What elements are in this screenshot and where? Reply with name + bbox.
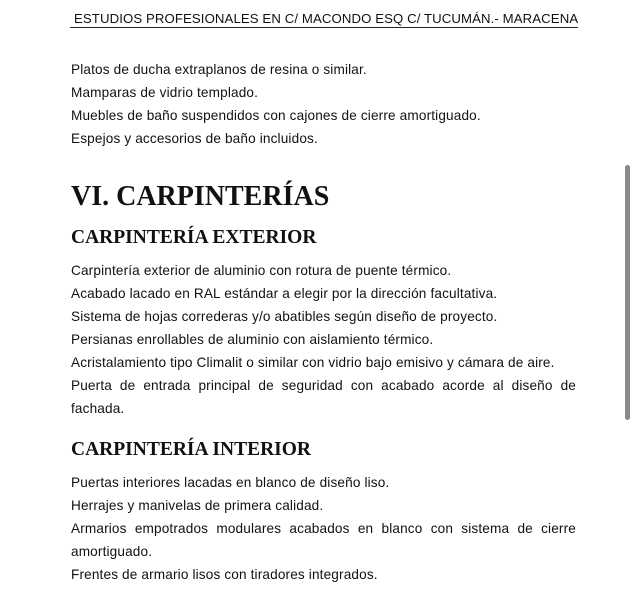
exterior-line-3: Sistema de hojas correderas y/o abatibles según diseño de proyecto. bbox=[71, 309, 498, 324]
interior-line-4: Frentes de armario lisos con tiradores integrados. bbox=[71, 567, 378, 582]
interior-line-2: Herrajes y manivelas de primera calidad. bbox=[71, 498, 324, 513]
interior-line-1: Puertas interiores lacadas en blanco de diseño liso. bbox=[71, 475, 390, 490]
exterior-heading: CARPINTERÍA EXTERIOR bbox=[71, 227, 317, 248]
exterior-line-4: Persianas enrollables de aluminio con aislamiento térmico. bbox=[71, 332, 434, 347]
exterior-door-paragraph: Puerta de entrada principal de seguridad con acabado acorde al diseño de fachada. bbox=[71, 378, 576, 416]
intro-line-4: Espejos y accesorios de baño incluidos. bbox=[71, 131, 318, 146]
vertical-scrollbar[interactable] bbox=[625, 165, 630, 420]
intro-line-1: Platos de ducha extraplanos de resina o similar. bbox=[71, 62, 367, 77]
interior-heading: CARPINTERÍA INTERIOR bbox=[71, 439, 311, 460]
exterior-line-5: Acristalamiento tipo Climalit o similar con vidrio bajo emisivo y cámara de aire. bbox=[71, 355, 555, 370]
exterior-line-1: Carpintería exterior de aluminio con rotura de puente térmico. bbox=[71, 263, 452, 278]
exterior-line-2: Acabado lacado en RAL estándar a elegir por la dirección facultativa. bbox=[71, 286, 498, 301]
section-title: VI. CARPINTERÍAS bbox=[71, 181, 330, 212]
intro-line-3: Muebles de baño suspendidos con cajones de cierre amortiguado. bbox=[71, 108, 481, 123]
interior-wardrobe-paragraph: Armarios empotrados modulares acabados en blanco con sistema de cierre amortiguado. bbox=[71, 521, 576, 559]
intro-line-2: Mamparas de vidrio templado. bbox=[71, 85, 259, 100]
page-header: ESTUDIOS PROFESIONALES EN C/ MACONDO ESQ C/ TUCUMÁN.- MARACENA bbox=[70, 10, 578, 28]
